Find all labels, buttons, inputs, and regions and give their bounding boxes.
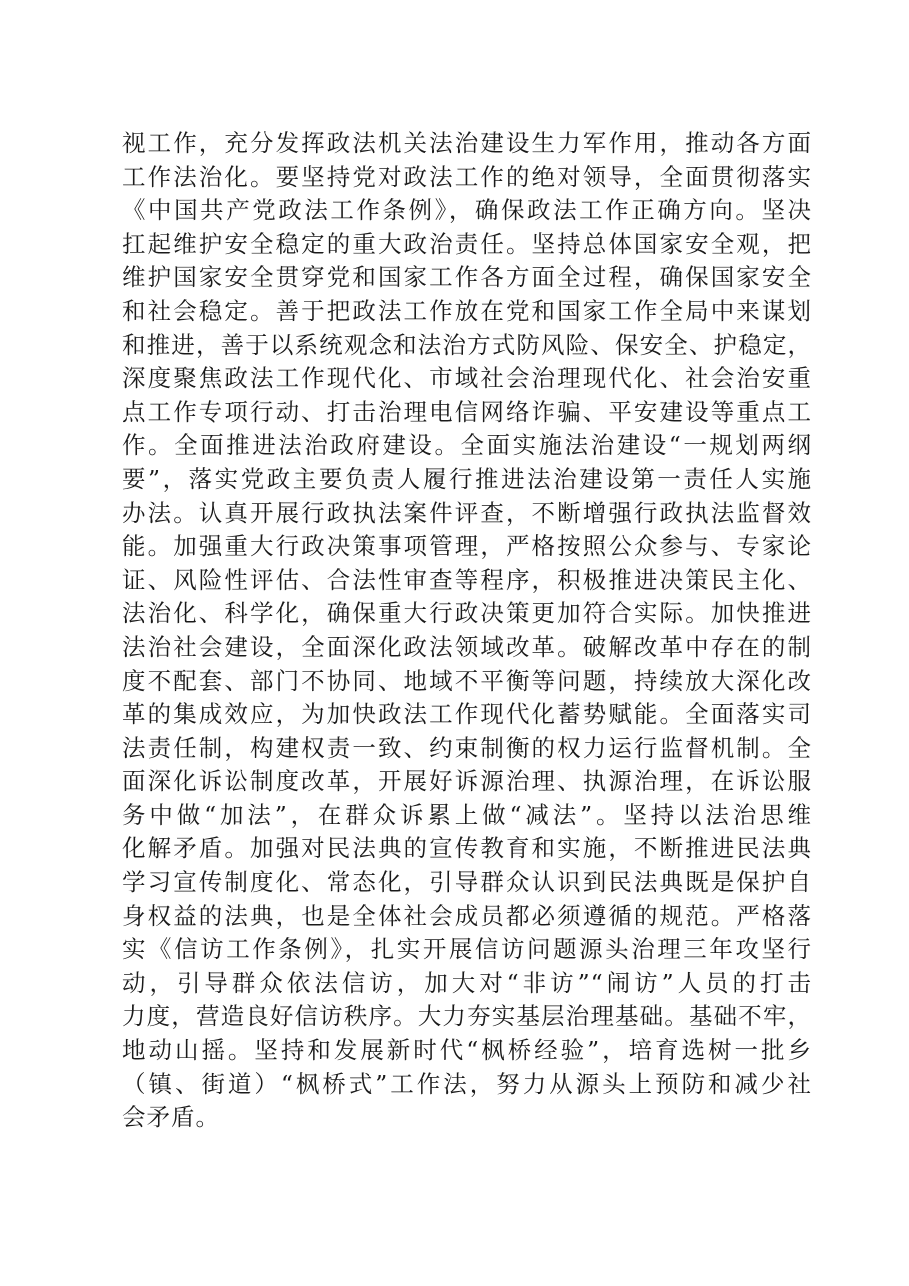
text-line: 证、风险性评估、合法性审查等程序，积极推进决策民主化、 (122, 565, 812, 594)
text-line: 度不配套、部门不协同、地域不平衡等问题，持续放大深化改 (122, 666, 812, 695)
text-line: 《中国共产党政法工作条例》，确保政法工作正确方向。坚决 (122, 196, 812, 225)
text-line: 能。加强重大行政决策事项管理，严格按照公众参与、专家论 (122, 532, 812, 561)
text-line: 法责任制，构建权责一致、约束制衡的权力运行监督机制。全 (122, 733, 812, 762)
text-line: 务中做“加法”，在群众诉累上做“减法”。坚持以法治思维 (122, 800, 812, 829)
text-line: （镇、街道）“枫桥式”工作法，努力从源头上预防和减少社 (122, 1069, 812, 1098)
text-line: 化解矛盾。加强对民法典的宣传教育和实施，不断推进民法典 (122, 834, 812, 863)
text-line: 法治化、科学化，确保重大行政决策更加符合实际。加快推进 (122, 599, 812, 628)
text-line: 作。全面推进法治政府建设。全面实施法治建设“一规划两纲 (122, 431, 812, 460)
text-line: 要”，落实党政主要负责人履行推进法治建设第一责任人实施 (122, 464, 812, 493)
text-line: 地动山摇。坚持和发展新时代“枫桥经验”，培育选树一批乡 (122, 1036, 812, 1065)
text-line: 身权益的法典，也是全体社会成员都必须遵循的规范。严格落 (122, 901, 812, 930)
text-line: 维护国家安全贯穿党和国家工作各方面全过程，确保国家安全 (122, 263, 812, 292)
text-line: 视工作，充分发挥政法机关法治建设生力军作用，推动各方面 (122, 129, 812, 157)
text-line: 点工作专项行动、打击治理电信网络诈骗、平安建设等重点工 (122, 397, 812, 426)
text-line: 和社会稳定。善于把政法工作放在党和国家工作全局中来谋划 (122, 296, 812, 325)
text-line: 面深化诉讼制度改革，开展好诉源治理、执源治理，在诉讼服 (122, 767, 812, 796)
text-line: 深度聚焦政法工作现代化、市域社会治理现代化、社会治安重 (122, 364, 812, 393)
text-line: 力度，营造良好信访秩序。大力夯实基层治理基础。基础不牢， (122, 1002, 812, 1031)
text-line: 动，引导群众依法信访，加大对“非访”“闹访”人员的打击 (122, 968, 812, 997)
text-line: 和推进，善于以系统观念和法治方式防风险、保安全、护稳定， (122, 330, 812, 359)
text-line: 法治社会建设，全面深化政法领域改革。破解改革中存在的制 (122, 632, 812, 661)
text-line: 学习宣传制度化、常态化，引导群众认识到民法典既是保护自 (122, 868, 812, 897)
text-line: 革的集成效应，为加快政法工作现代化蓄势赋能。全面落实司 (122, 700, 812, 729)
text-line: 工作法治化。要坚持党对政法工作的绝对领导，全面贯彻落实 (122, 162, 812, 191)
text-line: 实《信访工作条例》，扎实开展信访问题源头治理三年攻坚行 (122, 935, 812, 964)
body-paragraph (122, 127, 812, 1135)
text-line: 扛起维护安全稳定的重大政治责任。坚持总体国家安全观，把 (122, 229, 812, 258)
text-line: 办法。认真开展行政执法案件评查，不断增强行政执法监督效 (122, 498, 812, 527)
text-line: 会矛盾。 (122, 1103, 220, 1132)
